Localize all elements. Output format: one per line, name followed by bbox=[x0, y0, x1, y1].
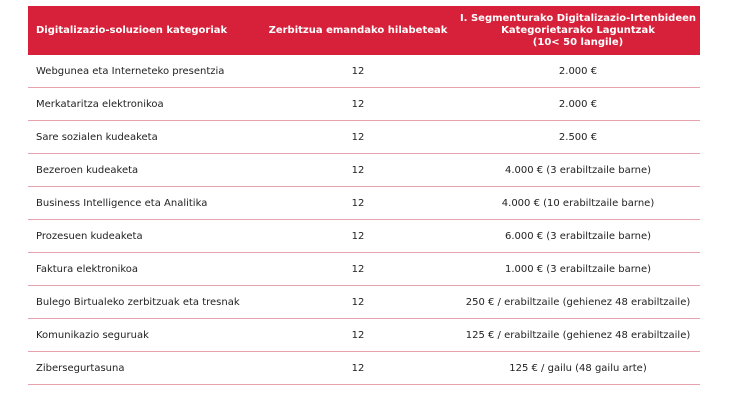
cell-aid: 125 € / erabiltzaile (gehienez 48 erabiltzaile) bbox=[456, 319, 700, 352]
cell-aid: 6.000 € (3 erabiltzaile barne) bbox=[456, 220, 700, 253]
cell-months: 12 bbox=[260, 121, 456, 154]
table-row bbox=[28, 253, 700, 286]
aid-table bbox=[28, 6, 700, 385]
cell-months: 12 bbox=[260, 88, 456, 121]
table-row bbox=[28, 55, 700, 88]
cell-category: Merkataritza elektronikoa bbox=[28, 88, 260, 121]
cell-aid: 2.500 € bbox=[456, 121, 700, 154]
cell-category: Prozesuen kudeaketa bbox=[28, 220, 260, 253]
cell-category: Sare sozialen kudeaketa bbox=[28, 121, 260, 154]
table-row bbox=[28, 286, 700, 319]
cell-category: Zibersegurtasuna bbox=[28, 352, 260, 385]
header-aid-line-3: (10< 50 langile) bbox=[532, 36, 624, 48]
cell-category: Bezeroen kudeaketa bbox=[28, 154, 260, 187]
cell-aid: 1.000 € (3 erabiltzaile barne) bbox=[456, 253, 700, 286]
table-row bbox=[28, 121, 700, 154]
cell-months: 12 bbox=[260, 55, 456, 88]
cell-category: Komunikazio seguruak bbox=[28, 319, 260, 352]
cell-aid: 2.000 € bbox=[456, 55, 700, 88]
cell-months: 12 bbox=[260, 253, 456, 286]
cell-months: 12 bbox=[260, 319, 456, 352]
table-header bbox=[28, 6, 700, 55]
table-row bbox=[28, 352, 700, 385]
table-row bbox=[28, 88, 700, 121]
cell-months: 12 bbox=[260, 286, 456, 319]
header-aid-line-2: Kategorietarako Laguntzak bbox=[501, 24, 655, 36]
table-body bbox=[28, 55, 700, 385]
cell-months: 12 bbox=[260, 352, 456, 385]
cell-months: 12 bbox=[260, 187, 456, 220]
cell-aid: 250 € / erabiltzaile (gehienez 48 erabiltzaile) bbox=[456, 286, 700, 319]
cell-months: 12 bbox=[260, 220, 456, 253]
cell-category: Bulego Birtualeko zerbitzuak eta tresnak bbox=[28, 286, 260, 319]
cell-category: Business Intelligence eta Analitika bbox=[28, 187, 260, 220]
table-row bbox=[28, 319, 700, 352]
cell-aid: 4.000 € (3 erabiltzaile barne) bbox=[456, 154, 700, 187]
header-aid bbox=[456, 6, 700, 55]
header-aid-line-1: I. Segmenturako Digitalizazio-Irtenbideen bbox=[459, 12, 697, 24]
cell-category: Webgunea eta Interneteko presentzia bbox=[28, 55, 260, 88]
header-months: Zerbitzua emandako hilabeteak bbox=[260, 6, 456, 55]
cell-category: Faktura elektronikoa bbox=[28, 253, 260, 286]
table-row bbox=[28, 154, 700, 187]
table-row bbox=[28, 187, 700, 220]
header-row bbox=[28, 6, 700, 55]
table-row bbox=[28, 220, 700, 253]
cell-months: 12 bbox=[260, 154, 456, 187]
cell-aid: 2.000 € bbox=[456, 88, 700, 121]
aid-table-container bbox=[28, 6, 700, 385]
header-category: Digitalizazio-soluzioen kategoriak bbox=[28, 6, 260, 55]
cell-aid: 4.000 € (10 erabiltzaile barne) bbox=[456, 187, 700, 220]
cell-aid: 125 € / gailu (48 gailu arte) bbox=[456, 352, 700, 385]
